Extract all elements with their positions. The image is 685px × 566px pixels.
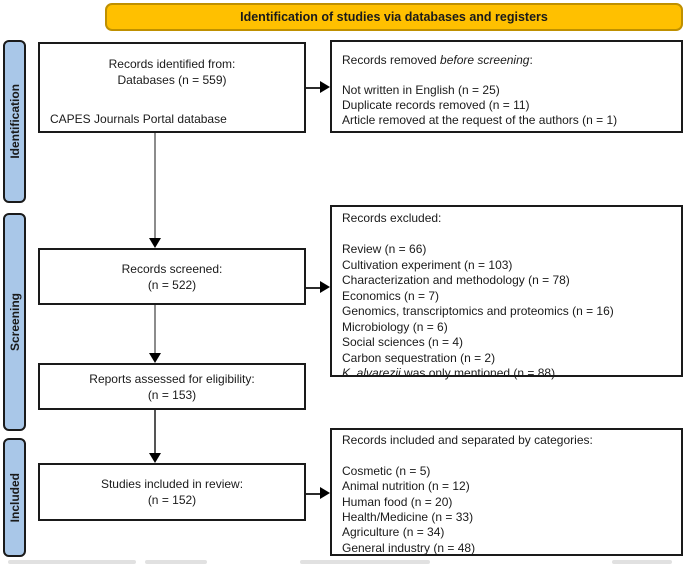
records-removed-item: Duplicate records removed (n = 11) — [342, 98, 530, 112]
stage-label-identification: Identification — [7, 84, 22, 159]
banner-title — [105, 3, 683, 31]
records-excluded-item: Review (n = 66) — [342, 242, 427, 256]
species-name-italic: K. alvarezii — [342, 366, 401, 380]
records-removed-title-italic: before screening — [440, 53, 530, 67]
cropped-caption-fragment — [145, 560, 207, 564]
records-excluded-item: Social sciences (n = 4) — [342, 335, 464, 349]
box-reports-assessed — [38, 363, 306, 410]
spacer — [342, 68, 671, 83]
cropped-caption-fragment — [300, 560, 430, 564]
records-excluded-title: Records excluded: — [342, 211, 442, 225]
arrow-assessed-to-included-line — [154, 410, 156, 454]
records-excluded-item: Characterization and methodology (n = 78) — [342, 273, 570, 287]
records-removed-title: Records removed before screening: — [342, 53, 533, 67]
reports-assessed-line2: (n = 153) — [147, 387, 197, 402]
arrow-down-icon — [149, 238, 161, 248]
records-removed-item: Not written in English (n = 25) — [342, 83, 500, 97]
arrow-right-icon — [320, 487, 330, 499]
stage-bar-identification — [3, 40, 26, 203]
spacer — [342, 448, 671, 463]
box-records-categories — [330, 428, 683, 556]
records-identified-line1: Records identified from: — [108, 57, 236, 71]
categories-item: Human food (n = 20) — [342, 494, 453, 509]
arrow-identified-to-removed-line — [306, 87, 321, 89]
records-identified-footnote: CAPES Journals Portal database — [50, 112, 227, 126]
box-records-excluded — [330, 205, 683, 380]
records-screened-line1: Records screened: — [121, 261, 223, 276]
categories-item: Animal nutrition (n = 12) — [342, 479, 470, 494]
records-removed-item: Article removed at the request of the authors (n = 1) — [342, 113, 618, 127]
studies-included-line1: Studies included in review: — [100, 477, 244, 491]
stage-label-included: Included — [7, 472, 22, 523]
cropped-caption-fragment — [612, 560, 672, 564]
records-screened-line2: (n = 522) — [147, 277, 197, 292]
stage-bar-screening — [3, 213, 26, 431]
arrow-right-icon — [320, 81, 330, 93]
box-studies-included — [38, 463, 306, 521]
box-records-identified — [38, 42, 306, 133]
cropped-caption-fragment — [8, 560, 136, 564]
records-identified-line2: Databases (n = 559) — [117, 73, 227, 87]
records-excluded-item: Carbon sequestration (n = 2) — [342, 350, 496, 365]
records-excluded-item-species: K. alvarezii was only mentioned (n = 88) — [342, 366, 556, 380]
arrow-right-icon — [320, 281, 330, 293]
studies-included-line2: (n = 152) — [147, 493, 197, 507]
arrow-screened-to-assessed-line — [154, 305, 156, 354]
box-records-removed — [330, 40, 683, 133]
categories-item: Cosmetic (n = 5) — [342, 463, 431, 478]
arrow-down-icon — [149, 453, 161, 463]
arrow-included-to-categories-line — [306, 493, 321, 495]
stage-label-screening: Screening — [7, 292, 22, 352]
records-excluded-item: Cultivation experiment (n = 103) — [342, 257, 513, 272]
spacer — [342, 227, 671, 243]
banner-title-label: Identification of studies via databases and registers — [240, 10, 548, 24]
categories-item: General industry (n = 48) — [342, 540, 476, 555]
records-excluded-item: Economics (n = 7) — [342, 288, 440, 303]
categories-item: Health/Medicine (n = 33) — [342, 510, 474, 525]
records-excluded-item: Genomics, transcriptomics and proteomics (n = 16) — [342, 304, 614, 318]
arrow-down-icon — [149, 353, 161, 363]
records-excluded-item: Microbiology (n = 6) — [342, 319, 448, 334]
categories-item: Agriculture (n = 34) — [342, 525, 445, 540]
reports-assessed-line1: Reports assessed for eligibility: — [89, 371, 255, 386]
stage-bar-included — [3, 438, 26, 557]
categories-title: Records included and separated by categories: — [342, 433, 593, 447]
arrow-identified-to-screened-line — [154, 133, 156, 240]
box-records-screened — [38, 248, 306, 305]
arrow-screened-to-excluded-line — [306, 287, 321, 289]
